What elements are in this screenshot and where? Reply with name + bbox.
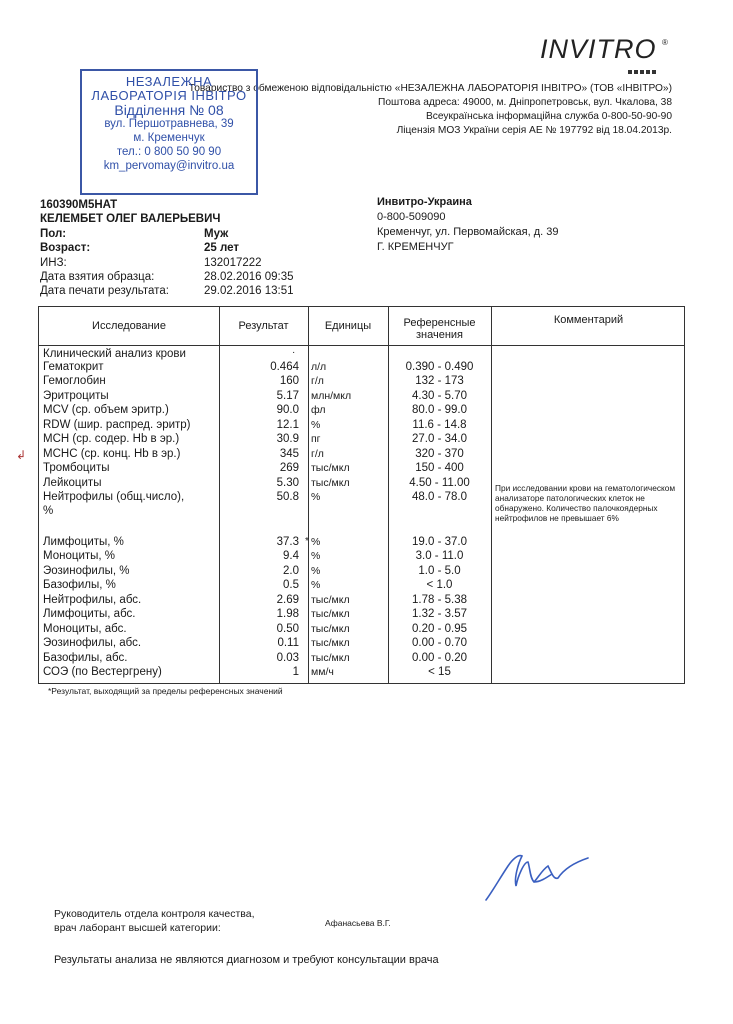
test-result: 345 <box>279 448 299 460</box>
test-name: Моноциты, абс. <box>43 623 127 635</box>
test-unit: тыс/мкл <box>311 477 350 489</box>
test-name: Эозинофилы, абс. <box>43 637 142 649</box>
test-result: 12.1 <box>276 419 299 431</box>
test-reference: 0.20 - 0.95 <box>412 623 467 635</box>
test-reference: 0.390 - 0.490 <box>405 361 474 373</box>
patient-info <box>40 198 294 299</box>
test-unit: тыс/мкл <box>311 652 350 664</box>
test-name: Лимфоциты, абс. <box>43 608 136 620</box>
inz-value: 132017222 <box>204 256 262 269</box>
test-unit: л/л <box>311 361 327 373</box>
table-row <box>39 652 684 667</box>
table-row <box>39 462 684 477</box>
company-address: Поштова адреса: 49000, м. Дніпропетровськ, вул. Чкалова, 38 <box>378 97 672 108</box>
result-dot: · <box>292 347 296 358</box>
table-row <box>39 361 684 376</box>
table-row <box>39 390 684 405</box>
company-info <box>189 82 672 138</box>
test-name: СОЭ (по Вестергрену) <box>43 666 162 678</box>
age-value: 25 лет <box>204 242 240 255</box>
test-unit: мм/ч <box>311 666 334 678</box>
lab-name: Инвитро-Украина <box>377 196 472 208</box>
test-name: RDW (шир. распред. эритр) <box>43 419 191 431</box>
patient-name: КЕЛЕМБЕТ ОЛЕГ ВАЛЕРЬЕВИЧ <box>40 213 221 226</box>
quality-line1: Руководитель отдела контроля качества, <box>54 908 255 920</box>
test-reference: 320 - 370 <box>415 448 464 460</box>
test-name-continued: % <box>43 505 54 517</box>
test-result: 37.3 <box>276 536 299 548</box>
test-reference: 11.6 - 14.8 <box>412 419 467 431</box>
stamp-line: НЕЗАЛЕЖНА <box>125 74 213 89</box>
company-license: Ліцензія МОЗ України серія АЕ № 197792 від 18.04.2013р. <box>396 125 672 136</box>
test-unit: % <box>311 536 321 548</box>
results-table <box>38 306 685 684</box>
test-result: 30.9 <box>276 433 299 445</box>
test-reference: 150 - 400 <box>415 462 464 474</box>
stamp-line: km_pervomay@invitro.ua <box>103 160 235 172</box>
test-name: Эозинофилы, % <box>43 565 130 577</box>
stamp-line: ЛАБОРАТОРІЯ ІНВІТРО <box>91 88 247 103</box>
sex-label: Пол: <box>40 227 67 240</box>
test-name: Моноциты, % <box>43 550 116 562</box>
test-unit: тыс/мкл <box>311 637 350 649</box>
test-unit: % <box>311 491 321 503</box>
test-result: 2.0 <box>283 565 299 577</box>
test-reference: < 15 <box>428 666 451 678</box>
margin-mark: ↲ <box>16 448 27 462</box>
company-name: Товариство з обмеженою відповідальністю «НЕЗАЛЕЖНА ЛАБОРАТОРІЯ ІНВІТРО» (ТОВ «ІНВІТРО») <box>188 83 672 94</box>
test-result: 50.8 <box>276 491 299 503</box>
test-reference: 80.0 - 99.0 <box>412 404 467 416</box>
header-result: Результат <box>238 320 289 332</box>
test-unit: фл <box>311 404 326 416</box>
test-result: 0.464 <box>270 361 299 373</box>
print-date-label: Дата печати результата: <box>40 285 169 298</box>
test-reference: 4.50 - 11.00 <box>409 477 470 489</box>
test-reference: 19.0 - 37.0 <box>412 536 467 548</box>
test-unit: % <box>311 419 321 431</box>
test-unit: г/л <box>311 448 324 460</box>
table-row <box>39 536 684 551</box>
table-row <box>39 637 684 652</box>
test-result: 1 <box>292 666 299 678</box>
table-row <box>39 594 684 609</box>
test-reference: < 1.0 <box>426 579 453 591</box>
test-name: Лейкоциты <box>43 477 102 489</box>
out-of-range-mark: * <box>305 536 309 547</box>
footnote: *Результат, выходящий за пределы референсных значений <box>48 686 283 696</box>
inz-label: ИНЗ: <box>40 256 67 269</box>
table-row <box>39 565 684 580</box>
header-study: Исследование <box>92 320 166 332</box>
test-name: Базофилы, абс. <box>43 652 128 664</box>
test-name: Нейтрофилы, абс. <box>43 594 142 606</box>
analysis-title: Клинический анализ крови <box>43 348 186 360</box>
test-unit: тыс/мкл <box>311 594 350 606</box>
sample-date-value: 28.02.2016 09:35 <box>204 270 294 283</box>
quality-line2: врач лаборант высшей категории: <box>54 922 221 934</box>
sex-value: Муж <box>204 227 229 240</box>
signature <box>478 848 608 908</box>
test-result: 2.69 <box>276 594 299 606</box>
test-unit: тыс/мкл <box>311 623 350 635</box>
test-name: Гематокрит <box>43 361 104 373</box>
test-reference: 27.0 - 34.0 <box>412 433 467 445</box>
test-result: 90.0 <box>276 404 299 416</box>
test-result: 0.50 <box>276 623 299 635</box>
test-result: 9.4 <box>283 550 299 562</box>
test-result: 160 <box>279 375 299 387</box>
quality-control <box>54 907 255 935</box>
test-unit: тыс/мкл <box>311 462 350 474</box>
table-row <box>39 666 684 681</box>
stamp-line: тел.: 0 800 50 90 90 <box>116 146 222 158</box>
lab-address: Кременчуг, ул. Первомайская, д. 39 <box>377 226 559 238</box>
test-reference: 0.00 - 0.70 <box>412 637 467 649</box>
test-unit: тыс/мкл <box>311 608 350 620</box>
test-result: 1.98 <box>276 608 299 620</box>
test-unit: % <box>311 579 321 591</box>
lab-stamp <box>80 69 258 195</box>
test-reference: 1.0 - 5.0 <box>418 565 461 577</box>
invitro-logo: INVITRO <box>540 34 657 64</box>
test-reference: 132 - 173 <box>415 375 464 387</box>
quality-name: Афанасьева В.Г. <box>325 918 391 928</box>
table-row <box>39 579 684 594</box>
table-row <box>39 608 684 623</box>
test-name: Базофилы, % <box>43 579 116 591</box>
test-reference: 0.00 - 0.20 <box>412 652 467 664</box>
test-unit: % <box>311 565 321 577</box>
logo-decoration <box>628 70 658 74</box>
test-result: 0.5 <box>283 579 299 591</box>
test-reference: 48.0 - 78.0 <box>412 491 467 503</box>
registered-mark: ® <box>662 38 668 47</box>
test-name: Эритроциты <box>43 390 109 402</box>
test-reference: 4.30 - 5.70 <box>412 390 467 402</box>
header-comment: Комментарий <box>553 314 624 326</box>
test-name: MCHC (ср. конц. Hb в эр.) <box>43 448 181 460</box>
table-row <box>39 419 684 434</box>
test-result: 0.11 <box>277 637 299 649</box>
test-result: 269 <box>279 462 299 474</box>
age-label: Возраст: <box>40 242 91 255</box>
company-phone: Всеукраїнська інформаційна служба 0-800-50-90-90 <box>425 111 672 122</box>
header-reference: Референсные значения <box>403 317 476 341</box>
disclaimer: Результаты анализа не являются диагнозом и требуют консультации врача <box>54 954 439 966</box>
test-name: MCV (ср. объем эритр.) <box>43 404 169 416</box>
patient-code: 160390M5HAT <box>40 199 118 211</box>
print-date-value: 29.02.2016 13:51 <box>204 285 294 298</box>
table-row <box>39 448 684 463</box>
table-row <box>39 433 684 448</box>
test-unit: г/л <box>311 375 324 387</box>
test-unit: пг <box>311 433 321 445</box>
table-row <box>39 623 684 638</box>
test-name: MCH (ср. содер. Hb в эр.) <box>43 433 180 445</box>
test-name: Гемоглобин <box>43 375 106 387</box>
test-result: 0.03 <box>276 652 299 664</box>
stamp-line: вул. Першотравнева, 39 <box>104 118 234 130</box>
test-reference: 1.78 - 5.38 <box>412 594 467 606</box>
table-row <box>39 404 684 419</box>
stamp-line: Відділення № 08 <box>114 102 224 118</box>
test-result: 5.30 <box>276 477 299 489</box>
table-row <box>39 550 684 565</box>
test-reference: 1.32 - 3.57 <box>412 608 467 620</box>
test-unit: млн/мкл <box>311 390 352 402</box>
sample-date-label: Дата взятия образца: <box>40 270 155 283</box>
header-units: Единицы <box>324 320 372 332</box>
test-reference: 3.0 - 11.0 <box>415 550 464 562</box>
lab-phone: 0-800-509090 <box>377 211 446 223</box>
table-row <box>39 375 684 390</box>
test-name: Нейтрофилы (общ.число), <box>43 491 185 503</box>
lab-info <box>377 195 559 255</box>
comment-text: При исследовании крови на гематологическом анализаторе патологических клеток не обнаружено. Количество палочкоядерных нейтрофилов не превышает 6% <box>495 483 676 523</box>
lab-city: Г. КРЕМЕНЧУГ <box>377 241 454 253</box>
test-name: Тромбоциты <box>43 462 110 474</box>
stamp-line: м. Кременчук <box>133 132 205 144</box>
test-result: 5.17 <box>276 390 299 402</box>
test-name: Лимфоциты, % <box>43 536 124 548</box>
test-unit: % <box>311 550 321 562</box>
